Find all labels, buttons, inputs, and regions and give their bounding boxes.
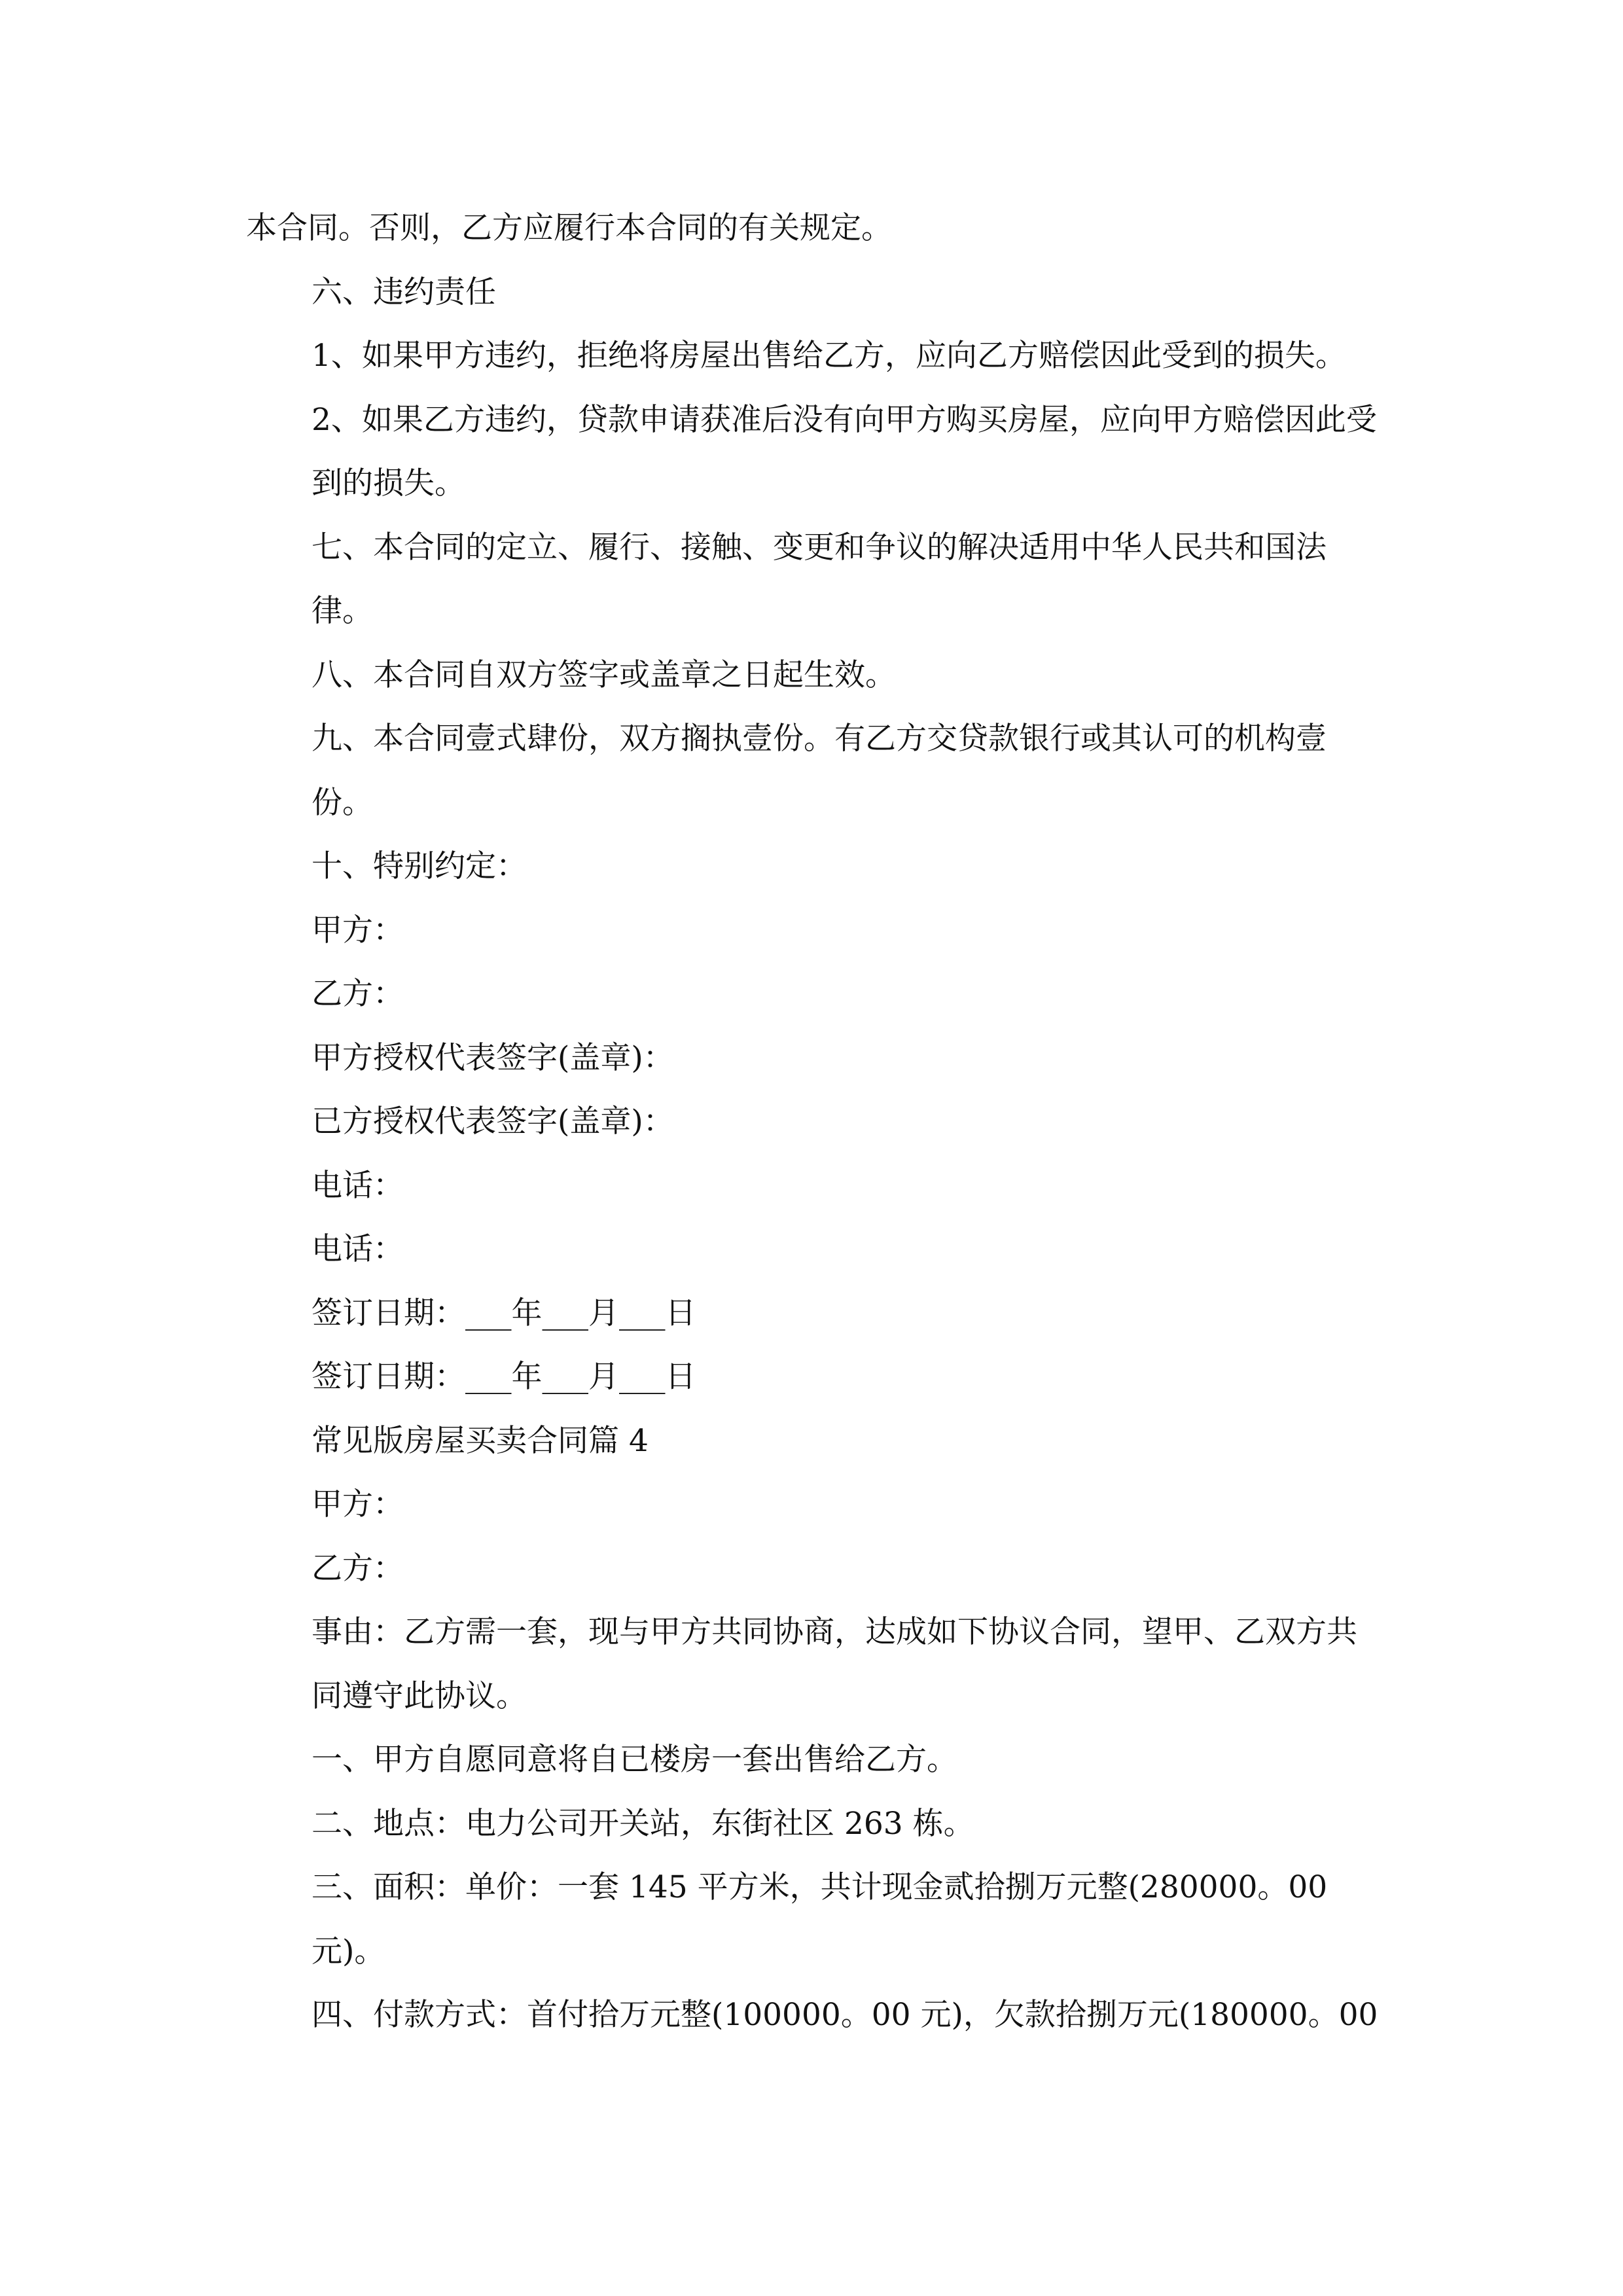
clause-special-terms: 十、特别约定： <box>312 848 527 884</box>
party-b-label: 乙方： <box>312 976 404 1012</box>
clause-effective-date: 八、本合同自双方签字或盖章之日起生效。 <box>312 656 896 693</box>
clause-applicable-law: 七、本合同的定立、履行、接触、变更和争议的解决适用中华人民共和国法律。 <box>312 529 1327 629</box>
party-b-signature-label: 已方授权代表签字(盖章)： <box>312 1103 674 1139</box>
clause-location: 二、地点：电力公司开关站，东街社区 263 栋。 <box>312 1805 974 1842</box>
paragraph-continuation: 本合同。否则，乙方应履行本合同的有关规定。 <box>246 210 892 246</box>
phone-label: 电话： <box>312 1167 404 1204</box>
clause-party-b-breach: 2、如果乙方违约，贷款申请获准后没有向甲方购买房屋，应向甲方赔偿因此受到的损失。 <box>312 401 1377 501</box>
clause-area-price: 三、面积：单价：一套 145 平方米，共计现金贰拾捌万元整(280000。00元)。 <box>312 1869 1328 1969</box>
section-heading-liability: 六、违约责任 <box>312 274 496 310</box>
phone-label: 电话： <box>312 1231 404 1267</box>
clause-reason: 事由：乙方需一套，现与甲方共同协商，达成如下协议合同，望甲、乙双方共同遵守此协议。 <box>312 1614 1357 1714</box>
clause-party-a-breach: 1、如果甲方违约，拒绝将房屋出售给乙方，应向乙方赔偿因此受到的损失。 <box>312 338 1346 374</box>
clause-copies: 九、本合同壹式肆份，双方搁执壹份。有乙方交贷款银行或其认可的机构壹份。 <box>312 721 1327 821</box>
party-a-signature-label: 甲方授权代表签字(盖章)： <box>312 1039 674 1076</box>
signing-date-label: 签订日期：___年___月___日 <box>312 1295 696 1331</box>
contract-section-title: 常见版房屋买卖合同篇 4 <box>312 1422 649 1459</box>
clause-payment-method: 四、付款方式：首付拾万元整(100000。00 元)，欠款拾捌万元(180000。00 <box>312 1997 1378 2033</box>
party-a-label: 甲方： <box>312 1486 404 1522</box>
party-a-label: 甲方： <box>312 912 404 948</box>
clause-sale-agreement: 一、甲方自愿同意将自已楼房一套出售给乙方。 <box>312 1742 957 1778</box>
signing-date-label: 签订日期：___年___月___日 <box>312 1359 696 1395</box>
document-body <box>246 196 1378 2047</box>
party-b-label: 乙方： <box>312 1550 404 1587</box>
